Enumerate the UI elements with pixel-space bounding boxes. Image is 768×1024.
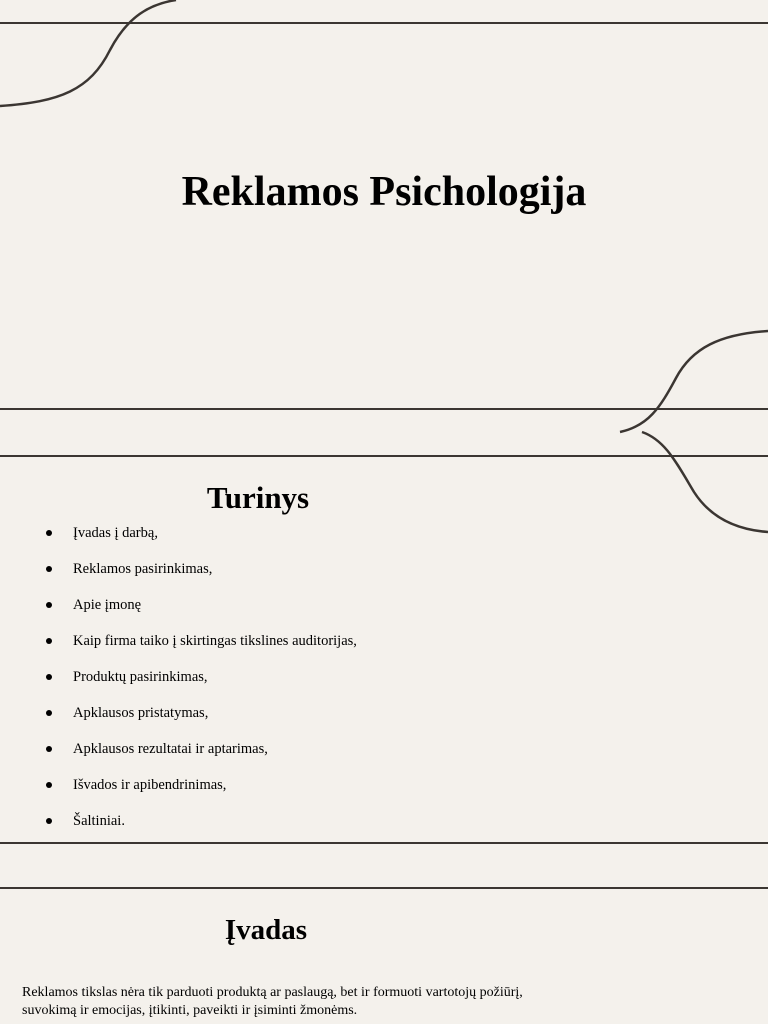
list-item-text: Išvados ir apibendrinimas, xyxy=(73,777,227,793)
bullet-icon xyxy=(46,566,52,572)
list-item xyxy=(42,738,357,774)
rule-slide1-bottom xyxy=(0,408,768,410)
intro-line-1: Reklamos tikslas nėra tik parduoti produktą ar paslaugą, bet ir formuoti vartotojų požiūrį, xyxy=(22,985,523,1000)
list-item-text: Apie įmonę xyxy=(73,597,142,613)
list-item-text: Šaltiniai. xyxy=(73,813,125,829)
bullet-icon xyxy=(46,818,52,824)
list-item-text: Apklausos pristatymas, xyxy=(73,705,209,721)
bullet-icon xyxy=(46,710,52,716)
list-item xyxy=(42,594,357,630)
list-item xyxy=(42,666,357,702)
bullet-icon xyxy=(46,782,52,788)
bullet-icon xyxy=(46,602,52,608)
right-upper-curve xyxy=(620,331,768,432)
list-item-text: Įvadas į darbą, xyxy=(73,525,158,541)
list-item-text: Kaip firma taiko į skirtingas tikslines auditorijas, xyxy=(73,633,357,649)
rule-slide3-top xyxy=(0,887,768,889)
right-lower-curve xyxy=(642,432,768,532)
list-item-text: Apklausos rezultatai ir aptarimas, xyxy=(73,741,268,757)
list-item-text: Reklamos pasirinkimas, xyxy=(73,561,213,577)
list-item xyxy=(42,774,357,810)
list-item xyxy=(42,558,357,594)
intro-line-2: suvokimą ir emocijas, įtikinti, paveikti ir įsiminti žmonėms. xyxy=(22,1003,358,1018)
slide-title-intro: Įvadas xyxy=(224,914,308,946)
contents-list xyxy=(42,522,357,846)
list-item-text: Produktų pasirinkimas, xyxy=(73,669,208,685)
top-left-curve xyxy=(0,0,176,106)
rule-slide1-top xyxy=(0,22,768,24)
bullet-icon xyxy=(46,530,52,536)
bullet-icon xyxy=(46,638,52,644)
list-item xyxy=(42,522,357,558)
list-item xyxy=(42,630,357,666)
list-item xyxy=(42,702,357,738)
list-item xyxy=(42,810,357,846)
bullet-icon xyxy=(46,746,52,752)
intro-paragraph xyxy=(22,984,582,1020)
rule-slide2-top xyxy=(0,455,768,457)
slide-title-contents: Turinys xyxy=(206,480,310,515)
bullet-icon xyxy=(46,674,52,680)
slide-title-main: Reklamos Psichologija xyxy=(181,169,587,215)
